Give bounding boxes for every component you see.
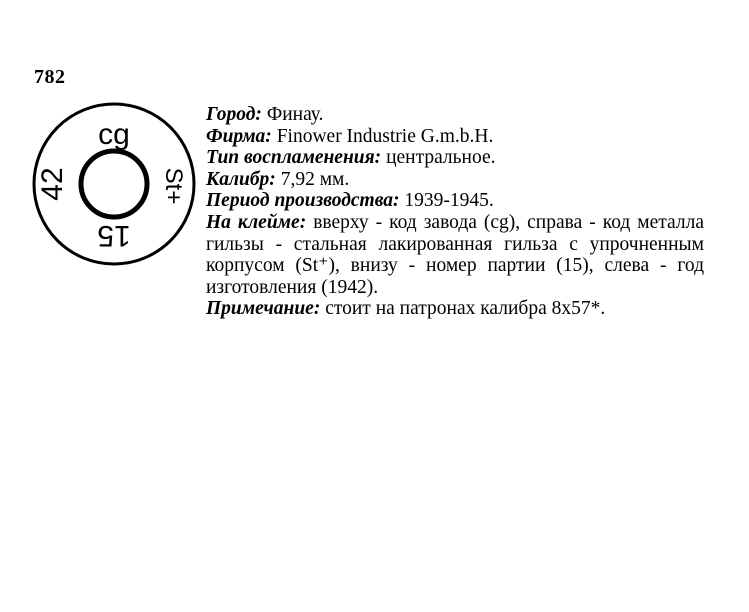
headstamp-top-code: cg xyxy=(98,118,130,151)
field-firm xyxy=(206,126,704,148)
field-caliber xyxy=(206,169,704,191)
field-marking-label: На клейме: xyxy=(206,211,307,233)
field-note-label: Примечание: xyxy=(206,298,321,320)
headstamp-right-code: St+ xyxy=(160,167,187,205)
field-caliber-value: 7,92 мм. xyxy=(280,168,350,190)
page-number: 782 xyxy=(34,66,66,88)
field-city-value: Финау. xyxy=(266,104,324,125)
headstamp-left-code: 42 xyxy=(36,167,69,201)
field-period xyxy=(206,190,704,212)
field-period-label: Период производства: xyxy=(206,190,400,212)
field-note-value: стоит на патронах калибра 8x57*. xyxy=(325,298,606,320)
field-note xyxy=(206,298,704,320)
field-caliber-label: Калибр: xyxy=(206,168,276,190)
headstamp-bottom-code: 15 xyxy=(97,219,131,252)
field-ignition-value: центральное. xyxy=(386,147,496,169)
field-marking-value: вверху - код завода (cg), справа - код металла гильзы - стальная лакированная гильза с упрочненным корпусом (St⁺), внизу - номер партии (15), слева - год изготовления (1942). xyxy=(206,211,705,298)
field-city xyxy=(206,104,704,126)
primer-pocket xyxy=(81,151,147,217)
field-firm-value: Finower Industrie G.m.b.H. xyxy=(276,125,494,147)
cartridge-entry xyxy=(206,104,704,320)
field-marking xyxy=(206,212,704,298)
field-firm-label: Фирма: xyxy=(206,125,272,147)
field-city-label: Город: xyxy=(206,104,262,125)
cartridge-headstamp-drawing xyxy=(30,100,198,268)
field-ignition-label: Тип воспламенения: xyxy=(206,147,382,169)
field-ignition xyxy=(206,147,704,169)
field-period-value: 1939-1945. xyxy=(404,190,494,212)
